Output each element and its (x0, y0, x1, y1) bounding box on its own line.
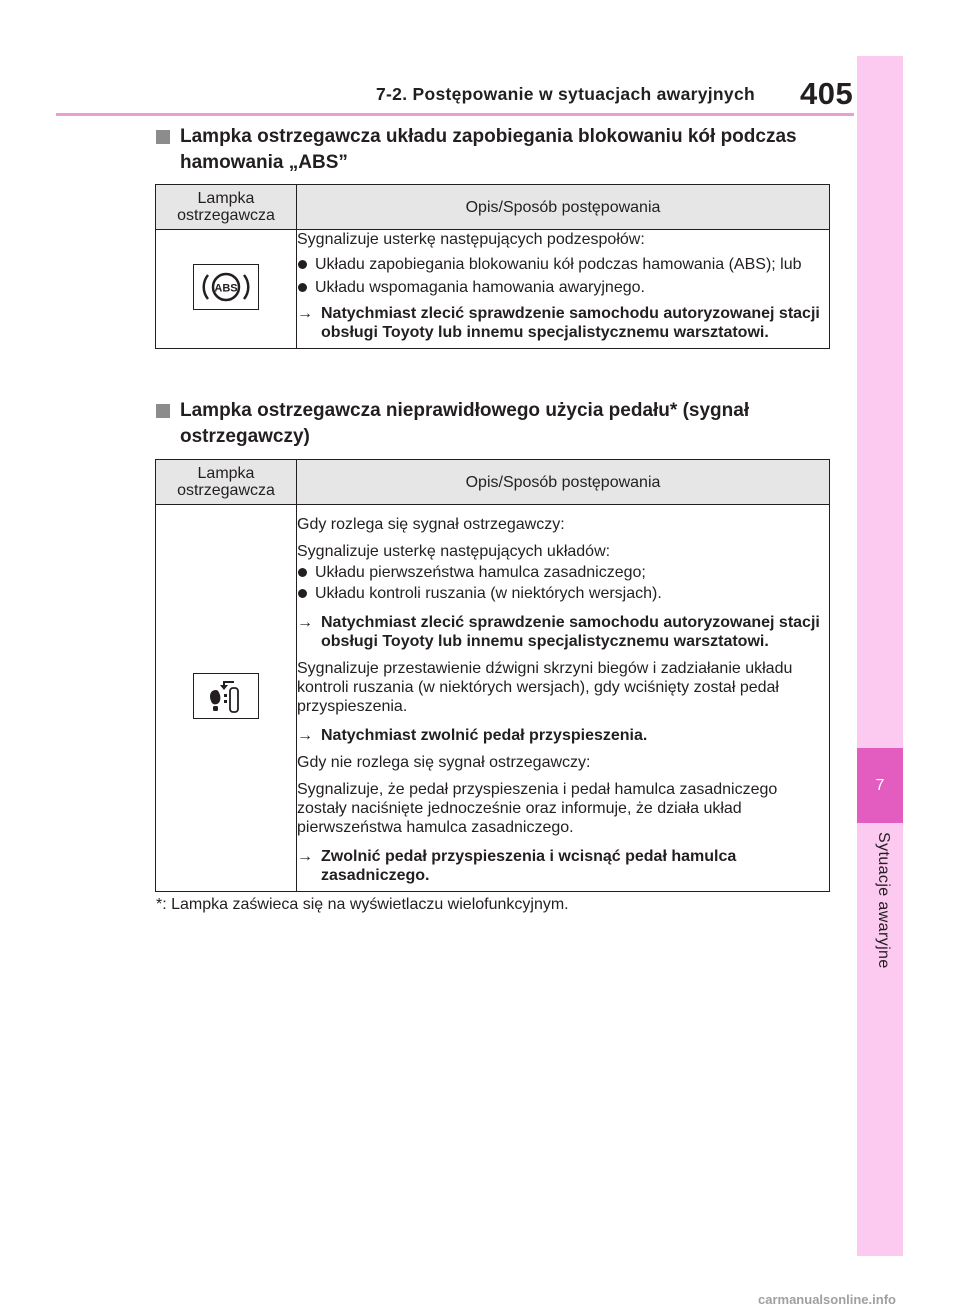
bullet-dot-icon (298, 283, 307, 292)
column-header-lamp: Lampka ostrzegawcza (156, 460, 297, 505)
bullet-dot-icon (298, 568, 307, 577)
action-instruction (297, 847, 829, 885)
column-header-description: Opis/Sposób postępowania (297, 460, 830, 505)
list-item (297, 255, 829, 274)
section-heading-text: Lampka ostrzegawcza układu zapobiegania blokowaniu kół podczas hamowania „ABS” (180, 126, 797, 173)
chapter-side-tab (857, 56, 903, 1256)
list-item-text: Układu kontroli ruszania (w niektórych wersjach). (315, 585, 662, 602)
chapter-label: Sytuacje awaryjne (875, 832, 892, 969)
description-cell (297, 505, 830, 892)
section-heading-abs (156, 124, 846, 176)
section-heading-text: Lampka ostrzegawcza nieprawidłowego użycia pedału* (sygnał ostrzegawczy) (180, 400, 750, 447)
table-header-row (156, 185, 830, 230)
list-item-text: Układu wspomagania hamowania awaryjnego. (315, 279, 645, 296)
description-paragraph: Sygnalizuje przestawienie dźwigni skrzyni biegów i zadziałanie układu kontroli ruszania (w niektórych wersjach), gdy wciśnięty został pedał przyspieszenia. (297, 660, 793, 715)
arrow-icon: → (297, 727, 313, 744)
bullet-dot-icon (298, 260, 307, 269)
lamp-cell (156, 505, 297, 892)
action-text: Natychmiast zlecić sprawdzenie samochodu autoryzowanej stacji obsługi Toyoty lub innemu specjalistycznemu warsztatowi. (321, 614, 820, 650)
bullet-dot-icon (298, 589, 307, 598)
abs-warning-table (155, 184, 830, 349)
action-instruction (297, 613, 829, 651)
action-instruction (297, 726, 829, 745)
arrow-icon: → (297, 848, 313, 865)
table-row (156, 230, 830, 349)
description-paragraph: Gdy rozlega się sygnał ostrzegawczy: (297, 516, 565, 533)
description-intro: Sygnalizuje usterkę następujących podzespołów: (297, 231, 645, 248)
description-paragraph: Sygnalizuje usterkę następujących układów: (297, 543, 611, 560)
table-row (156, 505, 830, 892)
action-instruction (297, 304, 829, 342)
description-paragraph: Sygnalizuje, że pedał przyspieszenia i pedał hamulca zasadniczego zostały naciśnięte jednocześnie oraz informuje, że działa układ pierwszeństwa hamulca zasadniczego. (297, 781, 778, 836)
square-bullet-icon (156, 130, 170, 144)
action-text: Natychmiast zwolnić pedał przyspieszenia. (321, 727, 648, 744)
pedal-misapplication-icon (193, 673, 259, 719)
abs-warning-icon (193, 264, 259, 310)
arrow-icon: → (297, 305, 313, 322)
section-heading-pedal (156, 398, 846, 450)
action-text: Natychmiast zlecić sprawdzenie samochodu autoryzowanej stacji obsługi Toyoty lub innemu specjalistycznemu warsztatowi. (321, 305, 820, 341)
description-cell (297, 230, 830, 349)
lamp-cell (156, 230, 297, 349)
column-header-lamp: Lampka ostrzegawcza (156, 185, 297, 230)
section-title: 7-2. Postępowanie w sytuacjach awaryjnych (376, 84, 755, 104)
square-bullet-icon (156, 404, 170, 418)
description-paragraph: Gdy nie rozlega się sygnał ostrzegawczy: (297, 754, 591, 771)
footnote: *: Lampka zaświeca się na wyświetlaczu wielofunkcyjnym. (156, 896, 569, 913)
chapter-number: 7 (857, 748, 903, 823)
list-item (297, 584, 829, 603)
list-item-text: Układu zapobiegania blokowaniu kół podczas hamowania (ABS); lub (315, 256, 802, 273)
list-item-text: Układu pierwszeństwa hamulca zasadniczego; (315, 564, 646, 581)
watermark: carmanualsonline.info (758, 1292, 896, 1307)
column-header-description: Opis/Sposób postępowania (297, 185, 830, 230)
list-item (297, 278, 829, 297)
abs-icon-text: ABS (214, 282, 238, 294)
page-number: 405 (800, 76, 854, 111)
arrow-icon: → (297, 614, 313, 631)
header-rule (56, 113, 854, 116)
pedal-warning-table (155, 459, 830, 892)
action-text: Zwolnić pedał przyspieszenia i wcisnąć pedał hamulca zasadniczego. (321, 848, 737, 884)
list-item (297, 563, 829, 582)
table-header-row (156, 460, 830, 505)
